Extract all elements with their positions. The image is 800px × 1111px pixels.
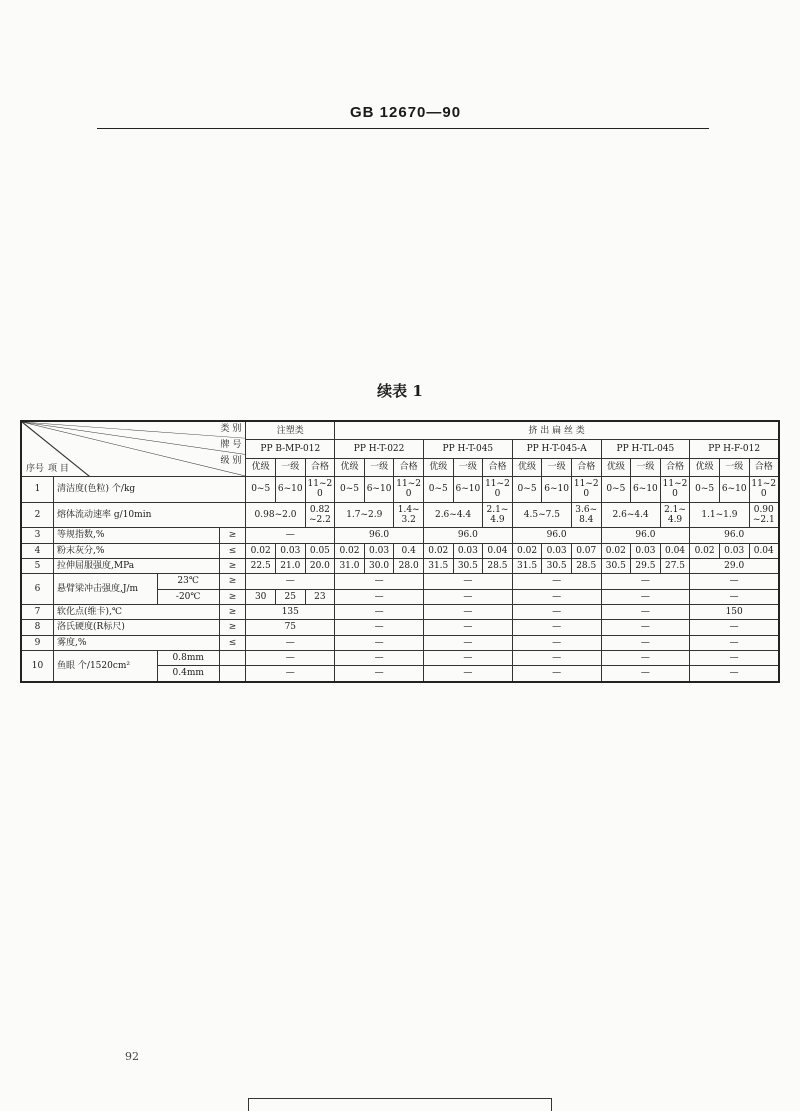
data-cell: — — [690, 635, 779, 650]
corner-grade-mark-label: 牌 号 — [220, 440, 242, 450]
corner-level-label: 级 别 — [220, 456, 242, 466]
data-cell: — — [601, 620, 690, 635]
comparator: ≥ — [219, 605, 246, 620]
data-cell: — — [335, 605, 424, 620]
data-cell: 31.5 — [512, 559, 542, 574]
data-cell: — — [246, 651, 335, 666]
data-cell: — — [335, 651, 424, 666]
comparator: ≥ — [219, 574, 246, 589]
data-cell: 1.4~3.2 — [394, 502, 424, 528]
data-cell: 0.03 — [275, 543, 305, 558]
data-cell: — — [601, 666, 690, 682]
grade-header: 一级 — [631, 458, 661, 476]
data-cell: 135 — [246, 605, 335, 620]
comparator: ≥ — [219, 589, 246, 604]
row-number: 4 — [21, 543, 54, 558]
data-cell: 0.04 — [749, 543, 779, 558]
data-cell: 20.0 — [305, 559, 335, 574]
data-cell: — — [512, 574, 601, 589]
table-row — [21, 528, 779, 543]
data-cell: 2.1~4.9 — [660, 502, 690, 528]
data-cell: 11~20 — [660, 477, 690, 503]
data-cell: — — [512, 605, 601, 620]
data-cell: — — [512, 635, 601, 650]
data-cell: 11~20 — [394, 477, 424, 503]
brand-header: PP H-F-012 — [690, 440, 779, 458]
spec-table-container — [20, 420, 780, 683]
table-row — [21, 543, 779, 558]
table-row — [21, 620, 779, 635]
data-cell: 31.5 — [423, 559, 453, 574]
data-cell: 28.0 — [394, 559, 424, 574]
data-cell: 0.02 — [423, 543, 453, 558]
data-cell: — — [246, 528, 335, 543]
data-cell: — — [512, 589, 601, 604]
data-cell: — — [246, 635, 335, 650]
row-item: 粉末灰分,% — [54, 543, 220, 558]
data-cell: — — [335, 620, 424, 635]
data-cell: — — [512, 651, 601, 666]
grade-header: 一级 — [542, 458, 572, 476]
data-cell: — — [423, 620, 512, 635]
data-cell: 0.02 — [690, 543, 720, 558]
data-cell: 0.4 — [394, 543, 424, 558]
data-cell: 11~20 — [305, 477, 335, 503]
data-cell: 3.6~8.4 — [571, 502, 601, 528]
comparator: ≥ — [219, 559, 246, 574]
data-cell: 96.0 — [690, 528, 779, 543]
brand-header: PP H-T-045-A — [512, 440, 601, 458]
row-number: 10 — [21, 651, 54, 682]
data-cell: — — [423, 574, 512, 589]
row-item: 拉伸屈服强度,MPa — [54, 559, 220, 574]
data-cell: 29.5 — [631, 559, 661, 574]
comparator: ≥ — [219, 528, 246, 543]
data-cell: 0~5 — [512, 477, 542, 503]
data-cell: — — [423, 605, 512, 620]
table-row — [21, 574, 779, 589]
row-item: 洛氏硬度(R标尺) — [54, 620, 220, 635]
data-cell: 96.0 — [601, 528, 690, 543]
data-cell: 96.0 — [512, 528, 601, 543]
comparator — [219, 651, 246, 666]
data-cell: 0.98~2.0 — [246, 502, 305, 528]
data-cell: 96.0 — [335, 528, 424, 543]
data-cell: — — [423, 589, 512, 604]
data-cell: 0~5 — [690, 477, 720, 503]
row-number: 3 — [21, 528, 54, 543]
data-cell: 30.5 — [453, 559, 483, 574]
corner-diagonal-header — [21, 421, 246, 477]
data-cell: — — [601, 651, 690, 666]
data-cell: 0.02 — [335, 543, 365, 558]
grade-header: 合格 — [660, 458, 690, 476]
data-cell: 29.0 — [690, 559, 779, 574]
grade-header: 一级 — [453, 458, 483, 476]
row-subitem: 0.8mm — [157, 651, 219, 666]
data-cell: 0.03 — [631, 543, 661, 558]
row-number: 1 — [21, 477, 54, 503]
row-subitem: 0.4mm — [157, 666, 219, 682]
data-cell: 0.03 — [719, 543, 749, 558]
data-cell: 1.1~1.9 — [690, 502, 749, 528]
data-cell: 0.82~2.2 — [305, 502, 335, 528]
grade-header: 合格 — [305, 458, 335, 476]
data-cell: 6~10 — [275, 477, 305, 503]
row-number: 8 — [21, 620, 54, 635]
data-cell: 150 — [690, 605, 779, 620]
comparator: ≥ — [219, 620, 246, 635]
data-cell: 0~5 — [423, 477, 453, 503]
grade-header: 优级 — [690, 458, 720, 476]
data-cell: — — [246, 666, 335, 682]
grade-header: 合格 — [483, 458, 513, 476]
header-rule — [97, 128, 709, 129]
data-cell: 0~5 — [601, 477, 631, 503]
data-cell: — — [335, 635, 424, 650]
data-cell: 0~5 — [246, 477, 276, 503]
data-cell: 0.04 — [483, 543, 513, 558]
data-cell: 30.5 — [542, 559, 572, 574]
data-cell: 22.5 — [246, 559, 276, 574]
brand-header: PP H-T-022 — [335, 440, 424, 458]
row-number: 9 — [21, 635, 54, 650]
data-cell: 2.6~4.4 — [423, 502, 482, 528]
data-cell: 30 — [246, 589, 276, 604]
row-subitem: -20℃ — [157, 589, 219, 604]
grade-header: 合格 — [571, 458, 601, 476]
data-cell: — — [423, 651, 512, 666]
grade-header: 一级 — [275, 458, 305, 476]
corner-seq-label: 序号 — [26, 463, 45, 474]
table-row — [21, 651, 779, 666]
data-cell: 96.0 — [423, 528, 512, 543]
row-number: 2 — [21, 502, 54, 528]
data-cell: 75 — [246, 620, 335, 635]
data-cell: 31.0 — [335, 559, 365, 574]
data-cell: 11~20 — [483, 477, 513, 503]
table-row — [21, 605, 779, 620]
data-cell: 27.5 — [660, 559, 690, 574]
data-cell: — — [601, 635, 690, 650]
data-cell: — — [512, 666, 601, 682]
data-cell: 30.0 — [364, 559, 394, 574]
table-row — [21, 477, 779, 503]
data-cell: 21.0 — [275, 559, 305, 574]
data-cell: 11~20 — [749, 477, 779, 503]
data-cell: 0.02 — [246, 543, 276, 558]
table-caption: 续表 1 — [377, 382, 423, 400]
grade-header: 合格 — [394, 458, 424, 476]
data-cell: 2.1~4.9 — [483, 502, 513, 528]
data-cell: 0.90~2.1 — [749, 502, 779, 528]
comparator: ≤ — [219, 543, 246, 558]
row-item: 悬臂梁冲击强度,J/m — [54, 574, 158, 605]
data-cell: — — [335, 589, 424, 604]
data-cell: — — [601, 589, 690, 604]
data-cell: 11~20 — [571, 477, 601, 503]
data-cell: 6~10 — [719, 477, 749, 503]
table-row — [21, 559, 779, 574]
standard-code: GB 12670—90 — [350, 104, 462, 121]
row-item: 等规指数,% — [54, 528, 220, 543]
data-cell: 6~10 — [453, 477, 483, 503]
group-extrusion-header: 挤 出 扁 丝 类 — [335, 421, 779, 440]
data-cell: — — [690, 620, 779, 635]
grade-header: 优级 — [423, 458, 453, 476]
data-cell: 0.02 — [601, 543, 631, 558]
data-cell: 28.5 — [483, 559, 513, 574]
data-cell: — — [690, 589, 779, 604]
data-cell: 2.6~4.4 — [601, 502, 660, 528]
row-number: 7 — [21, 605, 54, 620]
grade-header: 优级 — [512, 458, 542, 476]
row-item: 熔体流动速率 g/10min — [54, 502, 246, 528]
data-cell: — — [690, 651, 779, 666]
group-injection-header: 注塑类 — [246, 421, 335, 440]
data-cell: 0.04 — [660, 543, 690, 558]
data-cell: — — [246, 574, 335, 589]
row-number: 5 — [21, 559, 54, 574]
data-cell: 6~10 — [364, 477, 394, 503]
brand-header: PP H-TL-045 — [601, 440, 690, 458]
data-cell: — — [423, 635, 512, 650]
table-row — [21, 502, 779, 528]
comparator: ≤ — [219, 635, 246, 650]
row-subitem: 23℃ — [157, 574, 219, 589]
data-cell: — — [335, 666, 424, 682]
data-cell: — — [601, 574, 690, 589]
corner-item-label: 项 目 — [48, 463, 69, 474]
row-item: 清洁度(色粒) 个/kg — [54, 477, 246, 503]
table-row — [21, 635, 779, 650]
corner-category-label: 类 别 — [220, 424, 242, 434]
data-cell: — — [512, 620, 601, 635]
row-number: 6 — [21, 574, 54, 605]
data-cell: — — [423, 666, 512, 682]
data-cell: 0.02 — [512, 543, 542, 558]
row-item: 雾度,% — [54, 635, 220, 650]
data-cell: 0.03 — [542, 543, 572, 558]
grade-header: 合格 — [749, 458, 779, 476]
data-cell: 30.5 — [601, 559, 631, 574]
data-cell: — — [601, 605, 690, 620]
data-cell: 0~5 — [335, 477, 365, 503]
grade-header: 优级 — [601, 458, 631, 476]
grade-header: 优级 — [335, 458, 365, 476]
comparator — [219, 666, 246, 682]
data-cell: 25 — [275, 589, 305, 604]
data-cell: 6~10 — [631, 477, 661, 503]
data-cell: 6~10 — [542, 477, 572, 503]
footer-frame — [248, 1098, 552, 1111]
data-cell: — — [335, 574, 424, 589]
spec-table — [20, 420, 780, 683]
data-cell: 0.07 — [571, 543, 601, 558]
grade-header: 一级 — [364, 458, 394, 476]
row-item: 鱼眼 个/1520cm² — [54, 651, 158, 682]
data-cell: 4.5~7.5 — [512, 502, 571, 528]
data-cell: 1.7~2.9 — [335, 502, 394, 528]
data-cell: 0.03 — [364, 543, 394, 558]
data-cell: — — [690, 574, 779, 589]
data-cell: 28.5 — [571, 559, 601, 574]
brand-header: PP B-MP-012 — [246, 440, 335, 458]
data-cell: 0.05 — [305, 543, 335, 558]
grade-header: 优级 — [246, 458, 276, 476]
data-cell: 0.03 — [453, 543, 483, 558]
data-cell: — — [690, 666, 779, 682]
data-cell: 23 — [305, 589, 335, 604]
brand-header: PP H-T-045 — [423, 440, 512, 458]
grade-header: 一级 — [719, 458, 749, 476]
row-item: 软化点(维卡),℃ — [54, 605, 220, 620]
page-number: 92 — [125, 1050, 139, 1063]
